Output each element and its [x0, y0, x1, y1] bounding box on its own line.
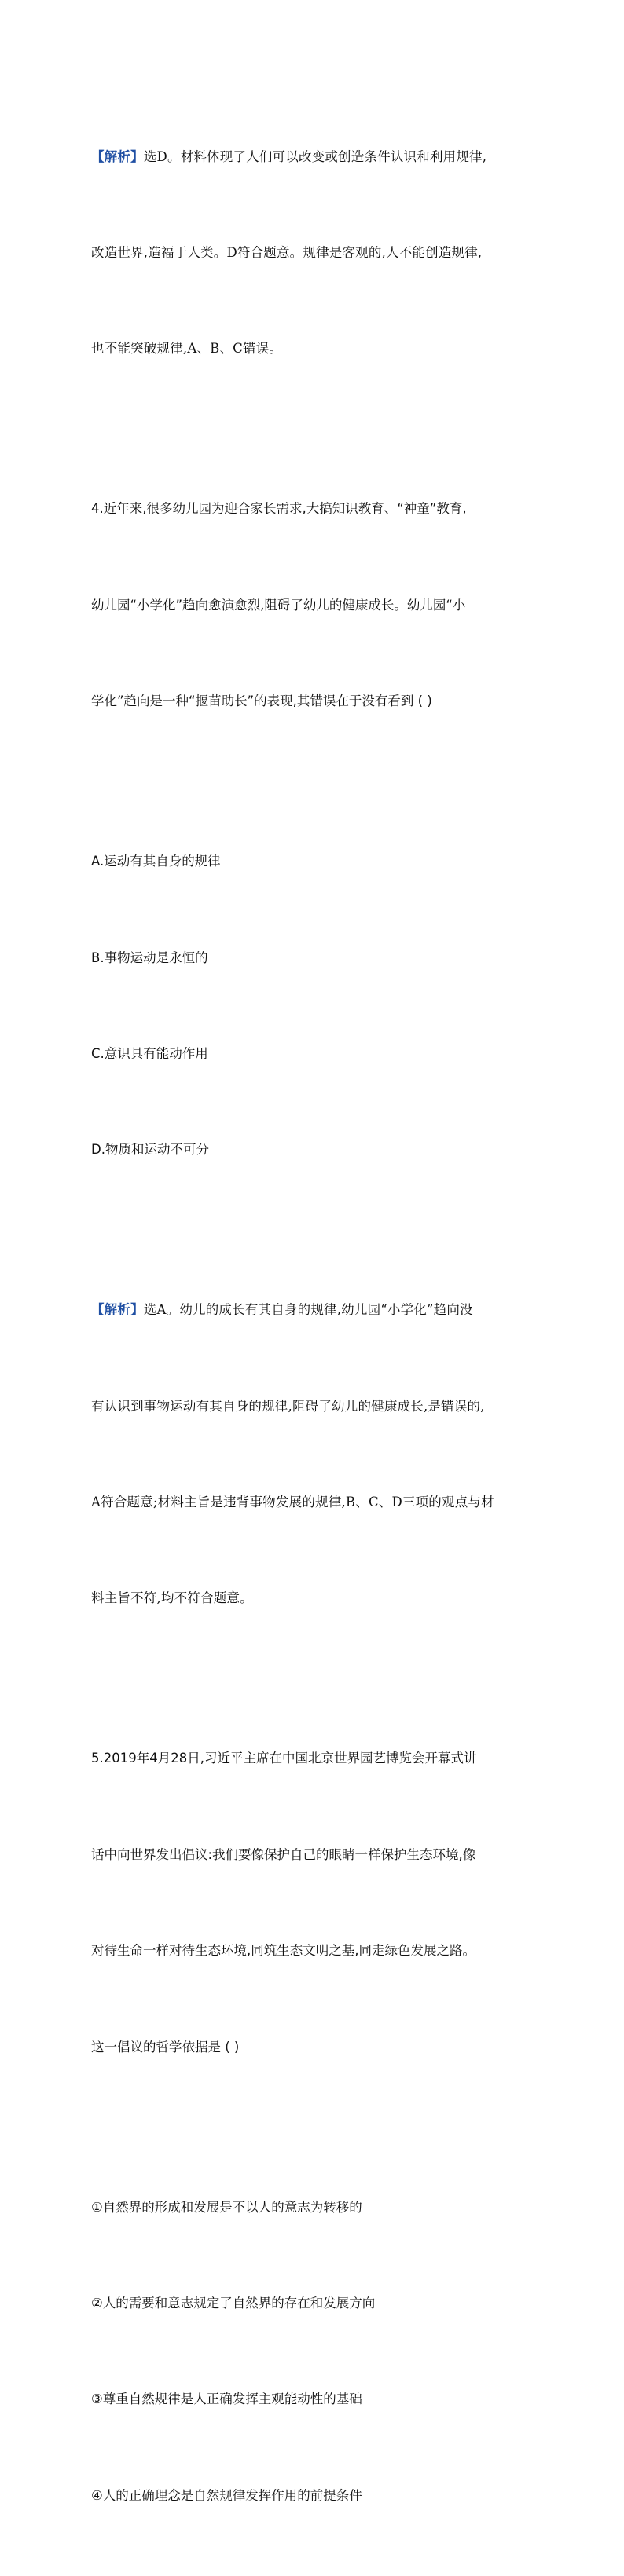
question-4-line-3: 学化”趋向是一种“揠苗助长”的表现,其错误在于没有看到 ( ) [91, 693, 432, 709]
analysis-2-line-4: 料主旨不符,均不符合题意。 [91, 1590, 253, 1606]
analysis-1-line-3: 也不能突破规律,A、B、C错误。 [91, 341, 283, 357]
analysis-1-label: 【解析】 [91, 148, 144, 164]
question-5-option-2: ②人的需要和意志规定了自然界的存在和发展方向 [91, 2295, 376, 2311]
analysis-1-line-1 [91, 141, 555, 174]
analysis-2-line-3: A符合题意;材料主旨是违背事物发展的规律,B、C、D三项的观点与材 [91, 1495, 494, 1510]
question-4-line-1: 4.近年来,很多幼儿园为迎合家长需求,大搞知识教育、“神童”教育, [91, 501, 467, 517]
question-5 [91, 1679, 555, 2128]
question-4-options [91, 782, 555, 1231]
question-4-option-d: D.物质和运动不可分 [91, 1142, 209, 1158]
question-4-option-c: C.意识具有能动作用 [91, 1045, 208, 1061]
document-page [91, 77, 555, 2576]
analysis-2-label: 【解析】 [91, 1302, 144, 1318]
question-5-option-1: ①自然界的形成和发展是不以人的意志为转移的 [91, 2199, 362, 2215]
question-5-line-2: 话中向世界发出倡议:我们要像保护自己的眼睛一样保护生态环境,像 [91, 1846, 476, 1862]
analysis-2 [91, 1231, 555, 1679]
question-5-line-1: 5.2019年4月28日,习近平主席在中国北京世界园艺博览会开幕式讲 [91, 1751, 477, 1766]
question-4-option-a: A.运动有其自身的规律 [91, 854, 221, 869]
question-5-option-4: ④人的正确理念是自然规律发挥作用的前提条件 [91, 2487, 362, 2503]
analysis-1 [91, 77, 555, 430]
question-4 [91, 430, 555, 782]
question-5-line-4: 这一倡议的哲学依据是 ( ) [91, 2039, 240, 2055]
analysis-1-text-1: 选D。材料体现了人们可以改变或创造条件认识和利用规律, [143, 148, 487, 164]
analysis-2-line-2: 有认识到事物运动有其自身的规律,阻碍了幼儿的健康成长,是错误的, [91, 1398, 485, 1414]
question-5-options [91, 2128, 555, 2576]
question-5-option-3: ③尊重自然规律是人正确发挥主观能动性的基础 [91, 2391, 362, 2407]
analysis-1-line-2: 改造世界,造福于人类。D符合题意。规律是客观的,人不能创造规律, [91, 244, 483, 260]
question-4-line-2: 幼儿园“小学化”趋向愈演愈烈,阻碍了幼儿的健康成长。幼儿园“小 [91, 597, 466, 613]
question-4-option-b: B.事物运动是永恒的 [91, 950, 208, 965]
analysis-2-text-1: 选A。幼儿的成长有其自身的规律,幼儿园“小学化”趋向没 [143, 1302, 473, 1318]
analysis-2-line-1 [91, 1294, 555, 1326]
question-5-line-3: 对待生命一样对待生态环境,同筑生态文明之基,同走绿色发展之路。 [91, 1943, 475, 1959]
